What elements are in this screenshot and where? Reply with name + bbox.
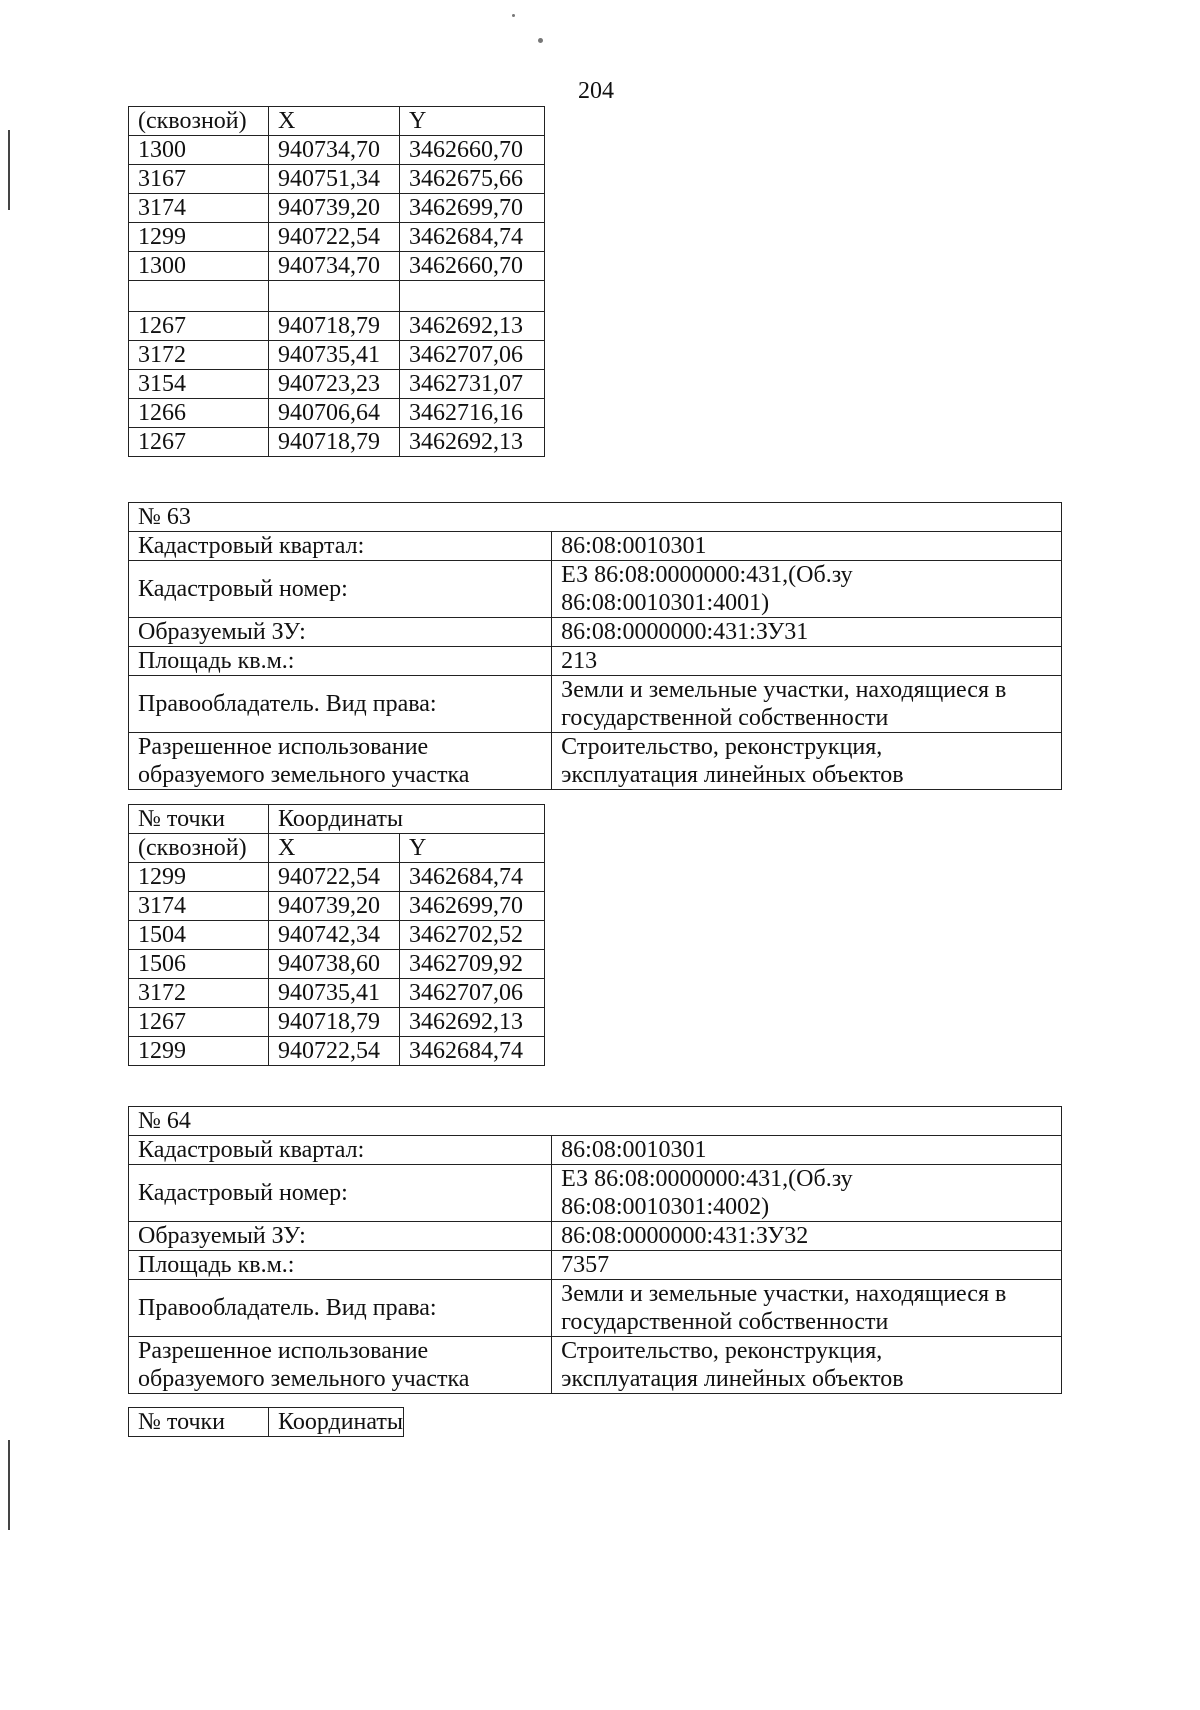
area-value: 213 [552, 647, 1062, 676]
x-cell: 940751,34 [269, 165, 400, 194]
x-cell: 940739,20 [269, 194, 400, 223]
point-cell: 1267 [129, 1008, 269, 1037]
y-cell: 3462660,70 [400, 136, 545, 165]
y-cell: 3462709,92 [400, 950, 545, 979]
nomer-value-line: 86:08:0010301:4002) [561, 1194, 770, 1220]
x-cell: 940735,41 [269, 341, 400, 370]
header-cell: (сквозной) [129, 107, 269, 136]
table-row [129, 1008, 545, 1037]
parcel-63-coordinates-table [128, 804, 545, 1066]
parcel-title: № 64 [129, 1107, 1062, 1136]
nomer-value [552, 1165, 1062, 1222]
use-value-line: Строительство, реконструкция, [561, 734, 883, 760]
point-cell: 1267 [129, 428, 269, 457]
table-row [129, 136, 545, 165]
scan-speck [512, 14, 515, 17]
parcel-title: № 63 [129, 503, 1062, 532]
point-cell: 3174 [129, 194, 269, 223]
info-row [129, 676, 1062, 733]
point-number-label: № точки [129, 1408, 269, 1437]
point-cell: 1300 [129, 252, 269, 281]
parcel-64-info-table [128, 1106, 1062, 1394]
point-cell: 1266 [129, 399, 269, 428]
info-row [129, 1337, 1062, 1394]
scan-edge-line [8, 1440, 10, 1530]
y-cell: 3462692,13 [400, 312, 545, 341]
nomer-value-line: 86:08:0010301:4001) [561, 590, 770, 616]
x-cell: 940734,70 [269, 136, 400, 165]
y-cell: 3462707,06 [400, 341, 545, 370]
nomer-value-line: ЕЗ 86:08:0000000:431,(Об.зу [561, 1166, 853, 1192]
use-label-line: образуемого земельного участка [138, 1366, 470, 1392]
point-cell: 3174 [129, 892, 269, 921]
table-row [129, 950, 545, 979]
header-cell: Y [400, 107, 545, 136]
parcel-title-row [129, 503, 1062, 532]
use-value [552, 1337, 1062, 1394]
x-cell: 940706,64 [269, 399, 400, 428]
y-cell: 3462692,13 [400, 428, 545, 457]
info-row [129, 1251, 1062, 1280]
header-cell: (сквозной) [129, 834, 269, 863]
use-value-line: Строительство, реконструкция, [561, 1338, 883, 1364]
scan-edge-line [8, 130, 10, 210]
y-cell: 3462702,52 [400, 921, 545, 950]
table-row [129, 223, 545, 252]
owner-label: Правообладатель. Вид права: [129, 1280, 552, 1337]
table-row [129, 428, 545, 457]
use-value-line: эксплуатация линейных объектов [561, 762, 904, 788]
table-row [129, 1037, 545, 1066]
coordinates-label: Координаты [269, 1408, 404, 1437]
table-row [129, 921, 545, 950]
kvartal-value: 86:08:0010301 [552, 532, 1062, 561]
coords-caption-row [129, 805, 545, 834]
y-cell: 3462684,74 [400, 223, 545, 252]
y-cell: 3462684,74 [400, 863, 545, 892]
kvartal-label: Кадастровый квартал: [129, 532, 552, 561]
point-cell: 1504 [129, 921, 269, 950]
empty-cell [269, 281, 400, 312]
y-cell: 3462675,66 [400, 165, 545, 194]
kvartal-label: Кадастровый квартал: [129, 1136, 552, 1165]
nomer-value-line: ЕЗ 86:08:0000000:431,(Об.зу [561, 562, 853, 588]
owner-label: Правообладатель. Вид права: [129, 676, 552, 733]
table-row [129, 312, 545, 341]
table-row [129, 979, 545, 1008]
x-cell: 940742,34 [269, 921, 400, 950]
info-row [129, 1165, 1062, 1222]
empty-separator-row [129, 281, 545, 312]
nomer-label: Кадастровый номер: [129, 561, 552, 618]
area-value: 7357 [552, 1251, 1062, 1280]
page-number: 204 [578, 78, 614, 104]
header-cell: X [269, 834, 400, 863]
x-cell: 940738,60 [269, 950, 400, 979]
header-cell: X [269, 107, 400, 136]
owner-value-line: государственной собственности [561, 1309, 889, 1335]
empty-cell [400, 281, 545, 312]
use-value [552, 733, 1062, 790]
use-value-line: эксплуатация линейных объектов [561, 1366, 904, 1392]
nomer-value [552, 561, 1062, 618]
kvartal-value: 86:08:0010301 [552, 1136, 1062, 1165]
info-row [129, 561, 1062, 618]
zu-label: Образуемый ЗУ: [129, 1222, 552, 1251]
point-cell: 3172 [129, 341, 269, 370]
y-cell: 3462699,70 [400, 194, 545, 223]
parcel-title-row [129, 1107, 1062, 1136]
info-row [129, 1280, 1062, 1337]
point-cell: 3154 [129, 370, 269, 399]
zu-value: 86:08:0000000:431:ЗУ32 [552, 1222, 1062, 1251]
table-row [129, 252, 545, 281]
use-label [129, 1337, 552, 1394]
x-cell: 940722,54 [269, 863, 400, 892]
parcel-63-info-table [128, 502, 1062, 790]
y-cell: 3462707,06 [400, 979, 545, 1008]
table-row [129, 863, 545, 892]
parcel-64-coordinates-table [128, 1407, 404, 1437]
y-cell: 3462716,16 [400, 399, 545, 428]
owner-value-line: Земли и земельные участки, находящиеся в [561, 677, 1007, 703]
table-row [129, 341, 545, 370]
point-cell: 3167 [129, 165, 269, 194]
point-cell: 1299 [129, 863, 269, 892]
point-cell: 1300 [129, 136, 269, 165]
empty-cell [129, 281, 269, 312]
point-cell: 1299 [129, 1037, 269, 1066]
use-label-line: Разрешенное использование [138, 1338, 429, 1364]
x-cell: 940722,54 [269, 223, 400, 252]
y-cell: 3462699,70 [400, 892, 545, 921]
y-cell: 3462692,13 [400, 1008, 545, 1037]
y-cell: 3462660,70 [400, 252, 545, 281]
info-row [129, 618, 1062, 647]
table-row [129, 165, 545, 194]
header-cell: Y [400, 834, 545, 863]
point-cell: 1506 [129, 950, 269, 979]
area-label: Площадь кв.м.: [129, 1251, 552, 1280]
point-cell: 1267 [129, 312, 269, 341]
point-number-label: № точки [129, 805, 269, 834]
point-cell: 3172 [129, 979, 269, 1008]
x-cell: 940718,79 [269, 1008, 400, 1037]
zu-value: 86:08:0000000:431:ЗУ31 [552, 618, 1062, 647]
x-cell: 940739,20 [269, 892, 400, 921]
coords-caption-row [129, 1408, 404, 1437]
y-cell: 3462731,07 [400, 370, 545, 399]
table-row [129, 399, 545, 428]
x-cell: 940723,23 [269, 370, 400, 399]
zu-label: Образуемый ЗУ: [129, 618, 552, 647]
coordinates-label: Координаты [269, 805, 545, 834]
owner-value-line: государственной собственности [561, 705, 889, 731]
use-label-line: Разрешенное использование [138, 734, 429, 760]
x-cell: 940718,79 [269, 312, 400, 341]
use-label-line: образуемого земельного участка [138, 762, 470, 788]
x-cell: 940722,54 [269, 1037, 400, 1066]
table-row [129, 892, 545, 921]
x-cell: 940734,70 [269, 252, 400, 281]
table-header-row [129, 834, 545, 863]
point-cell: 1299 [129, 223, 269, 252]
table-row [129, 370, 545, 399]
nomer-label: Кадастровый номер: [129, 1165, 552, 1222]
coordinates-table-continued [128, 106, 545, 457]
info-row [129, 532, 1062, 561]
area-label: Площадь кв.м.: [129, 647, 552, 676]
info-row [129, 647, 1062, 676]
x-cell: 940735,41 [269, 979, 400, 1008]
y-cell: 3462684,74 [400, 1037, 545, 1066]
use-label [129, 733, 552, 790]
owner-value [552, 1280, 1062, 1337]
table-row [129, 194, 545, 223]
table-header-row [129, 107, 545, 136]
info-row [129, 733, 1062, 790]
scan-speck [538, 38, 543, 43]
owner-value-line: Земли и земельные участки, находящиеся в [561, 1281, 1007, 1307]
x-cell: 940718,79 [269, 428, 400, 457]
info-row [129, 1136, 1062, 1165]
info-row [129, 1222, 1062, 1251]
owner-value [552, 676, 1062, 733]
